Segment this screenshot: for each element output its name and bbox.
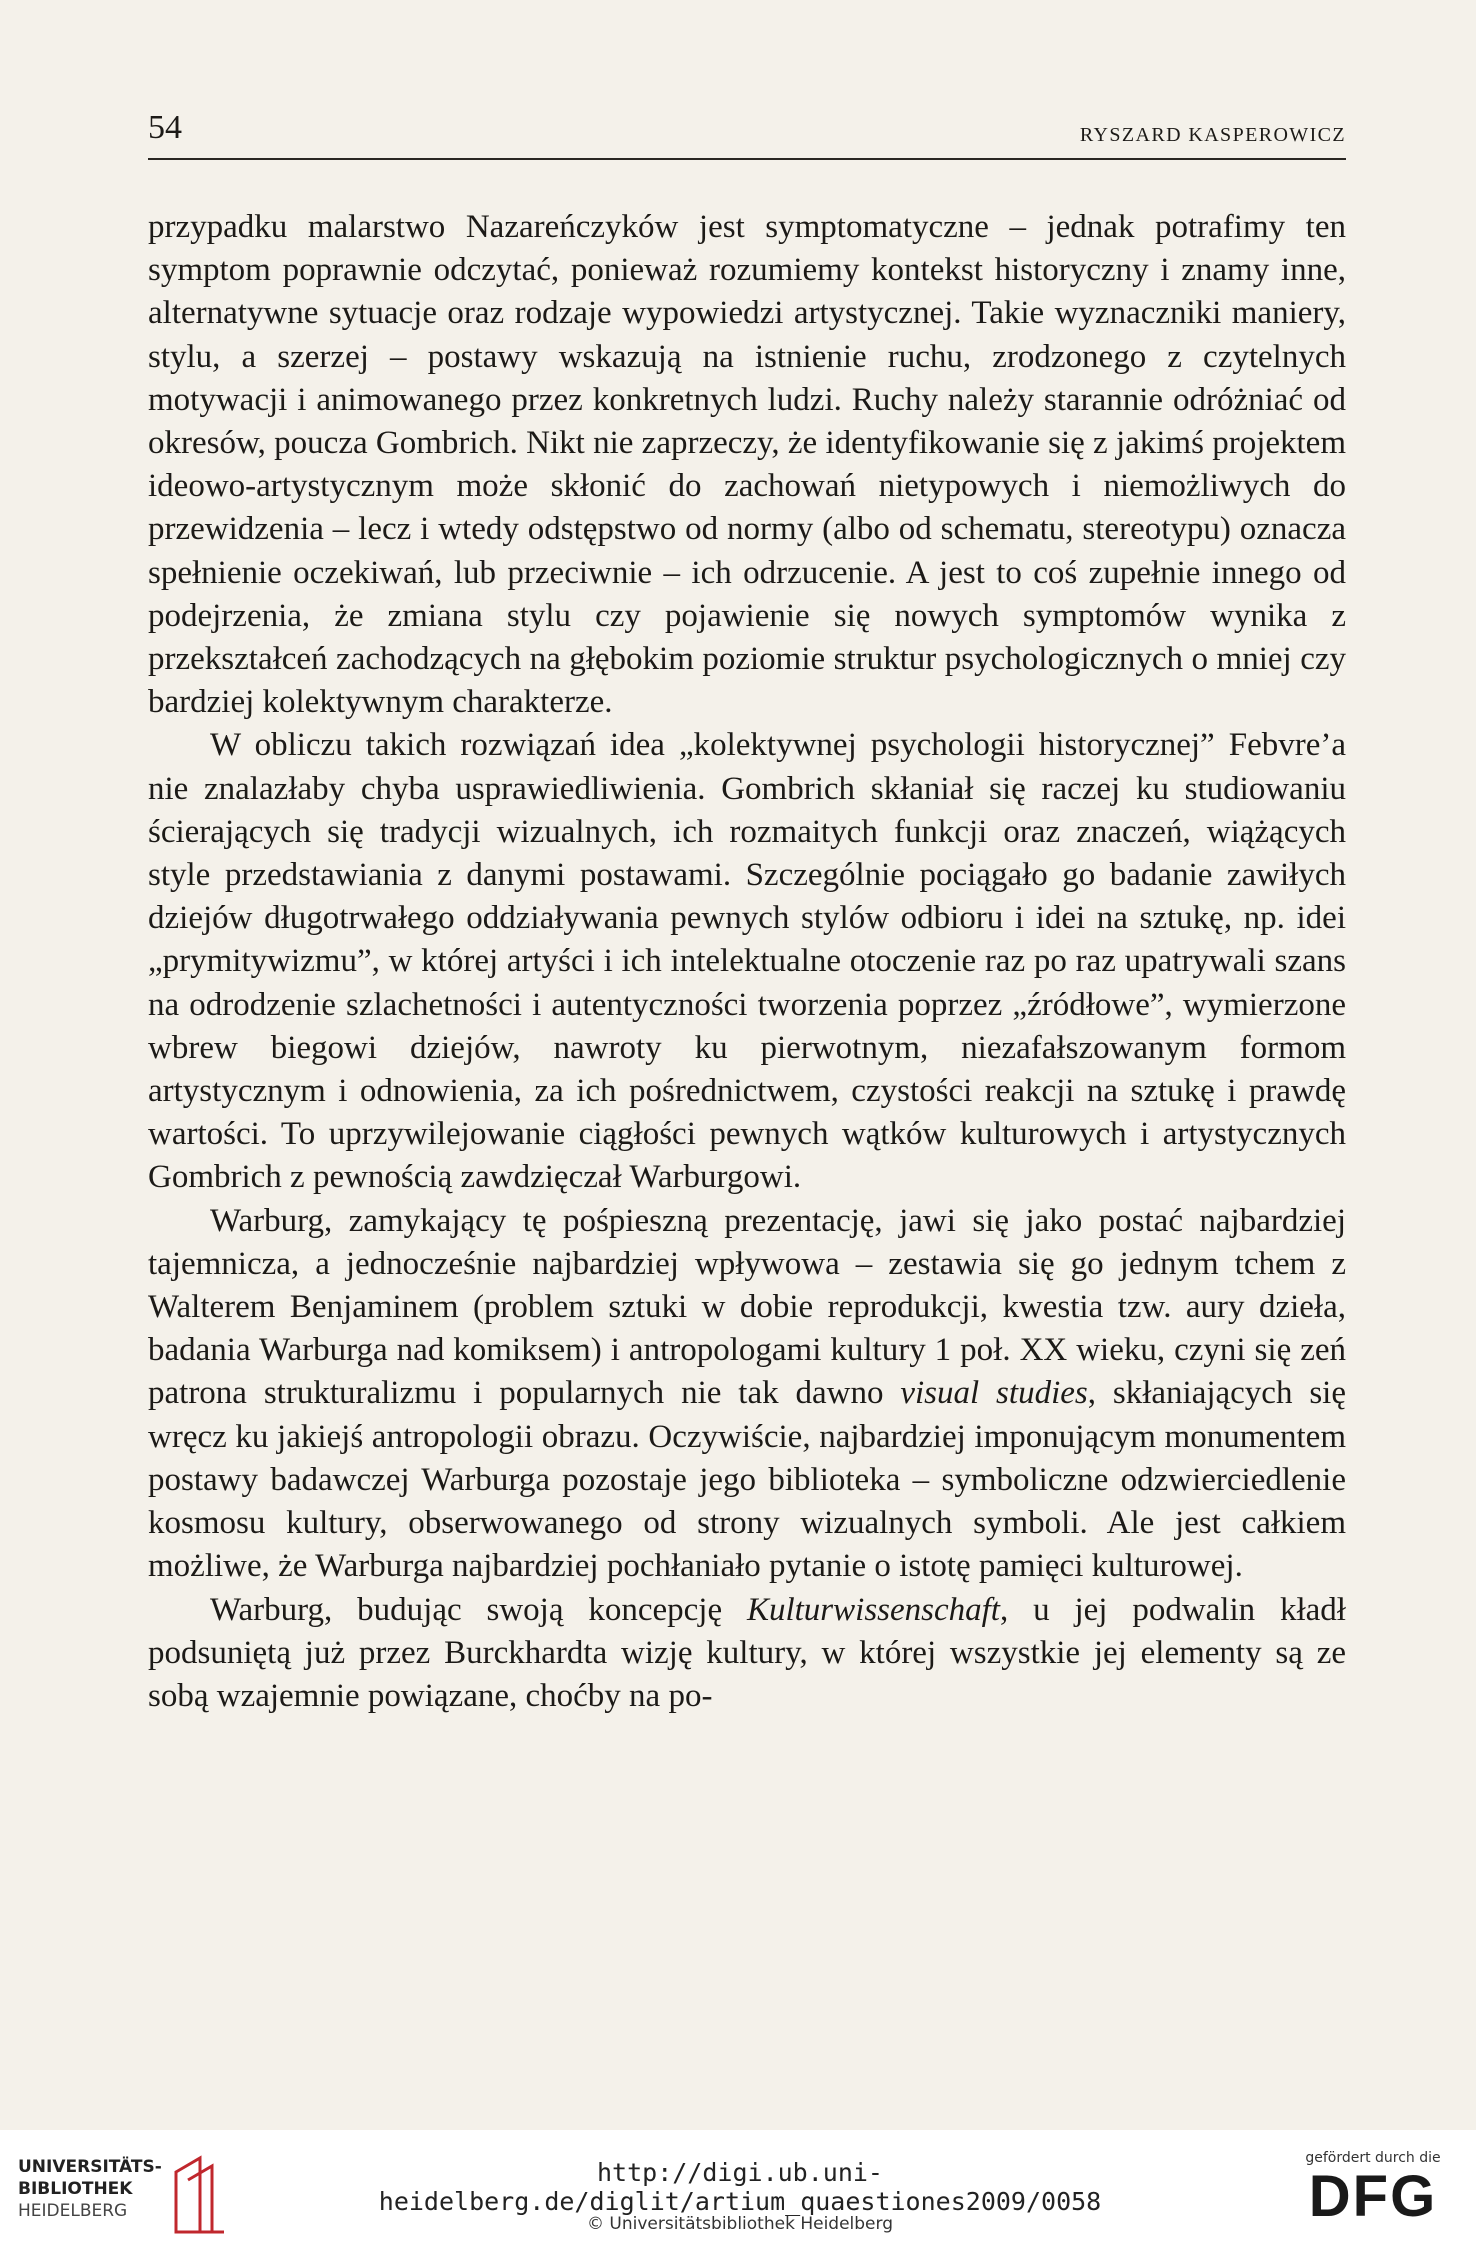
dfg-wordmark: DFG <box>1308 2164 1438 2229</box>
body-text <box>148 206 1346 1718</box>
text-run: Warburg, budując swoją koncepcję <box>210 1591 747 1628</box>
permalink-url[interactable]: http://digi.ub.uni-heidelberg.de/diglit/artium_quaestiones2009/0058 <box>378 2158 1102 2216</box>
header-author: RYSZARD KASPEROWICZ <box>1079 124 1346 146</box>
library-name-line3: HEIDELBERG <box>18 2201 128 2221</box>
paragraph <box>148 724 1346 1199</box>
text-run: , skłaniających się wręcz ku jakiejś antropologii obrazu. Oczywiście, najbardziej imponującym monumentem postawy badawczej Warburga pozostaje jego biblioteka – symboliczne odzwierciedlenie kosmosu kultury, obserwowanego od strony wizualnych symboli. Ale jest całkiem możliwe, że Warburga najbardziej pochłaniało pytanie o istotę pamięci kulturowej. <box>148 1375 1346 1585</box>
library-logo[interactable] <box>18 2152 248 2242</box>
library-mark-icon <box>170 2152 226 2238</box>
library-name-line1: UNIVERSITÄTS- <box>18 2157 162 2177</box>
italic-phrase: visual studies <box>900 1375 1088 1412</box>
viewer-footer <box>0 2130 1476 2260</box>
paragraph <box>148 206 1346 724</box>
running-head <box>148 108 1346 160</box>
paragraph <box>148 1589 1346 1719</box>
funding-note: gefördert durch die <box>1305 2150 1441 2166</box>
text-run: Warburg, zamykający tę pośpieszną prezentację, jawi się jako postać najbardziej tajemnicza, a jednocześnie najbardziej wpływowa – zestawia się go jednym tchem z Walterem Benjaminem (problem sztuki w dobie reprodukcji, kwestia tzw. aury dzieła, badania Warburga nad komiksem) i antropologami kultury 1 poł. XX wieku, czyni się zeń patrona strukturalizmu i popularnych nie tak dawno <box>148 1202 1346 1412</box>
page-number: 54 <box>148 109 182 146</box>
text-run: przypadku malarstwo Nazareńczyków jest symptomatyczne – jednak potrafimy ten symptom poprawnie odczytać, ponieważ rozumiemy kontekst historyczny i znamy inne, alternatywne sytuacje oraz rodzaje wypowiedzi artystycznej. Takie wyznaczniki maniery, stylu, a szerzej – postawy wskazują na istnienie ruchu, zrodzonego z czytelnych motywacji i animowanego przez konkretnych ludzi. Ruchy należy starannie odróżniać od okresów, poucza Gombrich. Nikt nie zaprzeczy, że identyfikowanie się z jakimś projektem ideowo-artystycznym może skłonić do zachowań nietypowych i niemożliwych do przewidzenia – lecz i wtedy odstępstwo od normy (albo od schematu, stereotypu) oznacza spełnienie oczekiwań, lub przeciwnie – ich odrzucenie. A jest to coś zupełnie innego od podejrzenia, że zmiana stylu czy pojawienie się nowych symptomów wynika z przekształceń zachodzących na głębokim poziomie struktur psychologicznych o mniej czy bardziej kolektywnym charakterze. <box>148 209 1346 721</box>
italic-phrase: Kulturwissenschaft <box>746 1591 1000 1628</box>
text-run: W obliczu takich rozwiązań idea „kolektywnej psychologii historycznej” Febvre’a nie znalazłaby chyba usprawiedliwienia. Gombrich skłaniał się raczej ku studiowaniu ścierających się tradycji wizualnych, ich rozmaitych funkcji oraz znaczeń, wiążących style przedstawiania z danymi postawami. Szczególnie pociągało go badanie zawiłych dziejów długotrwałego oddziaływania pewnych stylów odbioru i idei na sztukę, np. idei „prymitywizmu”, w której artyści i ich intelektualne otoczenie raz po raz upatrywali szans na odrodzenie szlachetności i autentyczności tworzenia poprzez „źródłowe”, wymierzone wbrew biegowi dziejów, nawroty ku pierwotnym, niezafałszowanym formom artystycznym i odnowienia, za ich pośrednictwem, czystości reakcji na sztukę i prawdę wartości. To uprzywilejowanie ciągłości pewnych wątków kulturowych i artystycznych Gombrich z pewnością zawdzięczał Warburgowi. <box>148 727 1346 1196</box>
library-name-line2: BIBLIOTHEK <box>18 2179 133 2199</box>
dfg-logo[interactable] <box>1298 2150 1448 2250</box>
paragraph <box>148 1200 1346 1589</box>
copyright-notice: © Universitätsbibliothek Heidelberg <box>586 2214 893 2234</box>
text-run: , u jej podwalin kładł podsuniętą już przez Burckhardta wizję kultury, w której wszystkie jej elementy są ze sobą wzajemnie powiązane, choćby na po- <box>148 1591 1346 1714</box>
